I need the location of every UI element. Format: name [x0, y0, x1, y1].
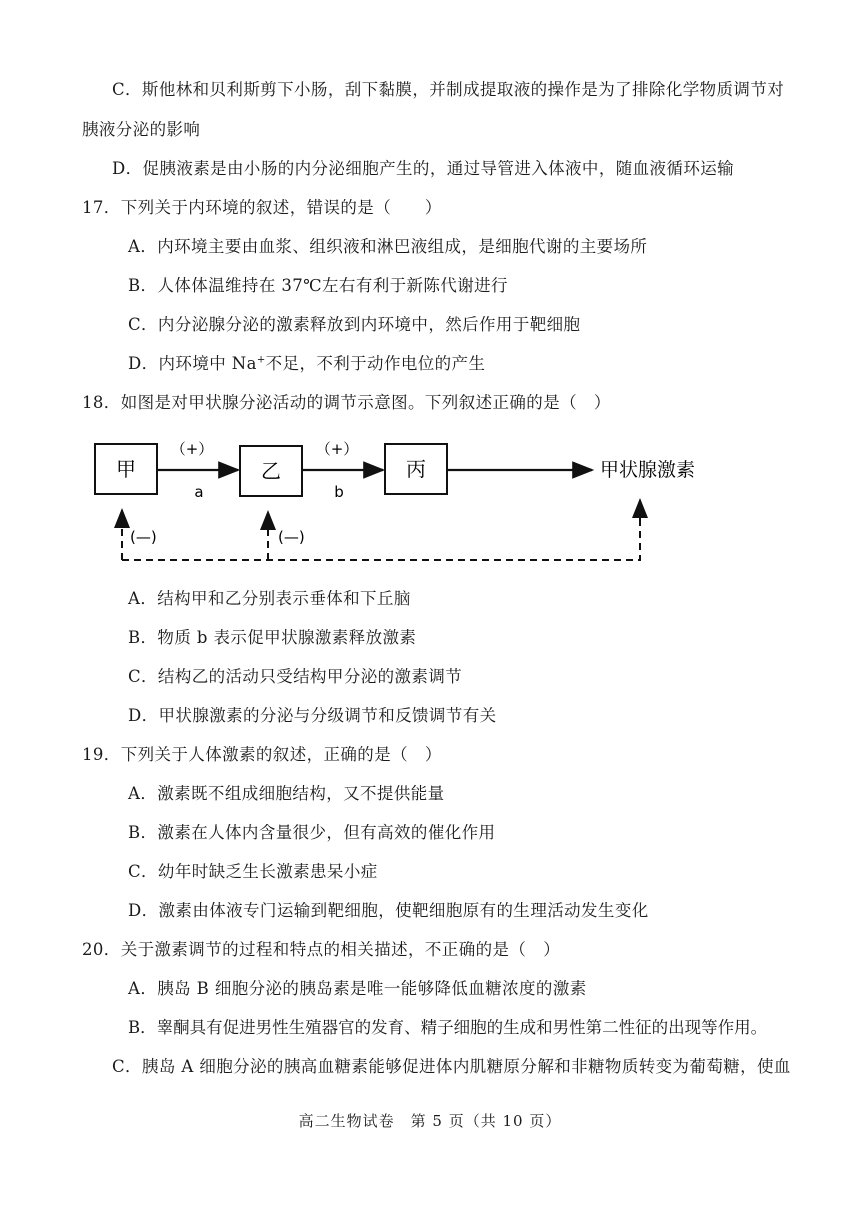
q17-option-d-post: 不足，不利于动作电位的产生	[265, 354, 486, 373]
plus-label-2: （+）	[315, 440, 359, 458]
q18-option-d: D．甲状腺激素的分泌与分级调节和反馈调节有关	[128, 706, 497, 725]
label-a: a	[194, 483, 204, 501]
minus-label-2: (—)	[278, 528, 305, 546]
q16-option-d: D．促胰液素是由小肠的内分泌细胞产生的，通过导管进入体液中，随血液循环运输	[112, 159, 735, 178]
q19-option-a: A．激素既不组成细胞结构，又不提供能量	[128, 784, 445, 803]
q20-stem: 20．关于激素调节的过程和特点的相关描述，不正确的是（ ）	[82, 940, 561, 959]
q19-option-d: D．激素由体液专门运输到靶细胞，使靶细胞原有的生理活动发生变化	[128, 901, 649, 920]
q20-option-b: B．睾酮具有促进男性生殖器官的发育、精子细胞的生成和男性第二性征的出现等作用。	[128, 1018, 768, 1037]
q20-option-c: C．胰岛 A 细胞分泌的胰高血糖素能够促进体内肌糖原分解和非糖物质转变为葡萄糖，使血	[112, 1057, 791, 1076]
q18-option-b: B．物质 b 表示促甲状腺激素释放激素	[128, 628, 417, 647]
box-jia-label: 甲	[116, 457, 136, 481]
minus-label-1: (—)	[130, 528, 157, 546]
q17-stem: 17．下列关于内环境的叙述，错误的是（ ）	[82, 198, 442, 217]
q16-option-c-line2: 胰液分泌的影响	[82, 120, 201, 139]
q18-stem: 18．如图是对甲状腺分泌活动的调节示意图。下列叙述正确的是（ ）	[82, 393, 611, 412]
q17-option-c: C．内分泌腺分泌的激素释放到内环境中，然后作用于靶细胞	[128, 315, 581, 334]
q20-option-a: A．胰岛 B 细胞分泌的胰岛素是唯一能够降低血糖浓度的激素	[128, 979, 587, 998]
q19-stem: 19．下列关于人体激素的叙述，正确的是（ ）	[82, 745, 442, 764]
feedback-path	[122, 508, 640, 560]
q17-option-d	[128, 353, 485, 375]
label-b: b	[334, 483, 344, 501]
thyroid-regulation-diagram	[0, 430, 860, 580]
box-yi-label: 乙	[261, 459, 281, 483]
q17-option-d-sup: +	[256, 354, 266, 366]
box-bing-label: 丙	[406, 457, 426, 481]
plus-label-1: （+）	[170, 440, 214, 458]
q17-option-d-pre: D．内环境中 Na	[128, 354, 257, 373]
q17-option-b: B．人体体温维持在 37℃左右有利于新陈代谢进行	[128, 276, 508, 295]
q19-option-b: B．激素在人体内含量很少，但有高效的催化作用	[128, 823, 496, 842]
output-thyroxine: 甲状腺激素	[600, 459, 696, 481]
q18-option-c: C．结构乙的活动只受结构甲分泌的激素调节	[128, 667, 463, 686]
q16-option-c-line1: C．斯他林和贝利斯剪下小肠，刮下黏膜，并制成提取液的操作是为了排除化学物质调节对	[112, 80, 785, 99]
q19-option-c: C．幼年时缺乏生长激素患呆小症	[128, 862, 378, 881]
page-footer: 高二生物试卷 第 5 页（共 10 页）	[298, 1112, 562, 1130]
q18-option-a: A．结构甲和乙分别表示垂体和下丘脑	[128, 589, 411, 608]
q17-option-a: A．内环境主要由血浆、组织液和淋巴液组成，是细胞代谢的主要场所	[128, 237, 648, 256]
